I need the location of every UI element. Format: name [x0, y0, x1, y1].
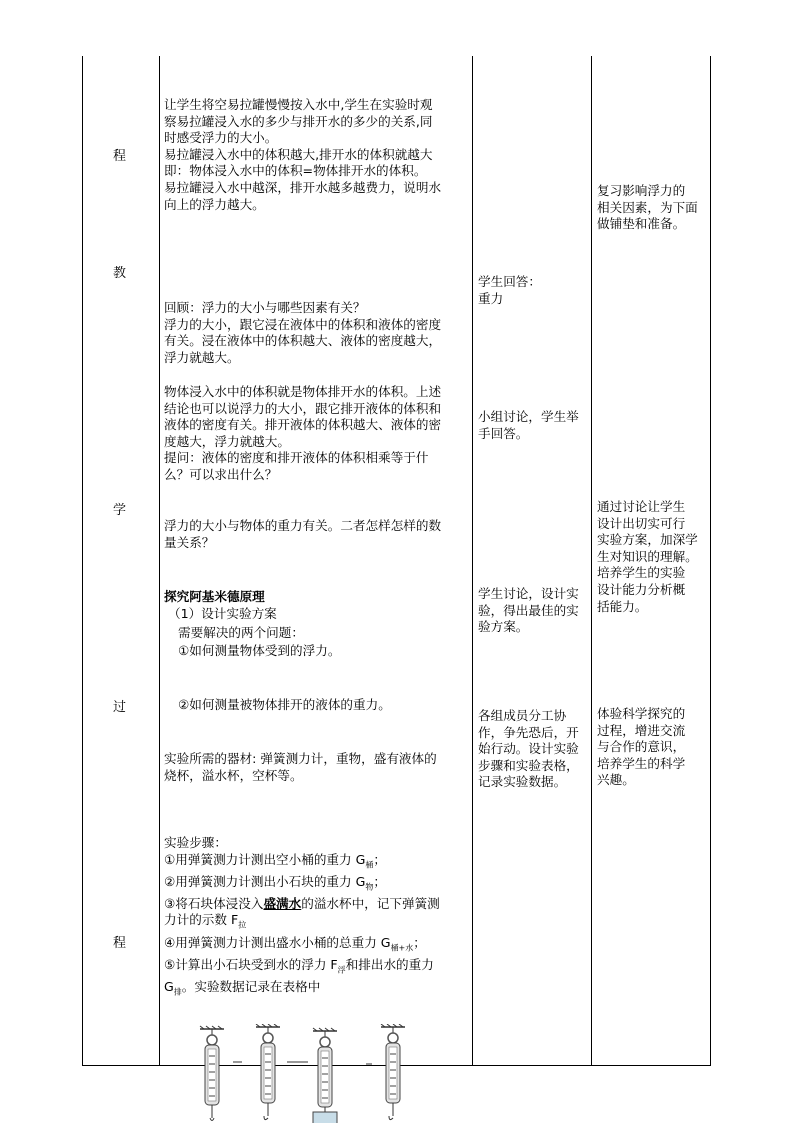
step-5-cont: $G_排$。实验数据记录在表格中: [164, 978, 321, 997]
table-divider-1: [159, 56, 160, 1065]
step-3: ③将石块体浸没入盛满水的溢水杯中，记下弹簧测: [164, 895, 440, 911]
spring-scale-3: [313, 1028, 337, 1123]
problem-1: ①如何测量物体受到的浮力。: [178, 643, 341, 658]
step-4: ④用弹簧测力计测出盛水小桶的总重力 $G_{桶+水}$；: [164, 934, 426, 953]
table-border-right: [710, 56, 711, 1065]
table-divider-2: [472, 56, 473, 1065]
intent-discussion: 通过讨论让学生 设计出切实可行 实验方案，加深学 生对知识的理解。 培养学生的实验 设计能力分析概 括能力。: [597, 499, 698, 614]
step-1: ①用弹簧测力计测出空小桶的重力 $G_桶$；: [164, 851, 386, 870]
step-3-cont: 力计的示数 $F_拉$: [164, 912, 247, 930]
steps-title: 实验步骤：: [164, 835, 227, 850]
stage-char-3: 学: [113, 503, 127, 518]
student-answer: 学生回答： 重力: [478, 274, 541, 306]
stage-char-1: 程: [113, 149, 127, 164]
group-discussion: 小组讨论，学生举 手回答。: [478, 409, 579, 441]
table-divider-3: [591, 56, 592, 1065]
group-cooperation: 各组成员分工协 作，争先恐后，开 始行动。设计实验 步骤和实验表格， 记录实验数据。: [478, 708, 579, 790]
conclusion-paragraph: 物体浸入水中的体积就是物体排开水的体积。上述 结论也可以说浮力的大小，跟它排开液体的体积和 液体的密度有关。排开液体的体积越大、液体的密 度越大，浮力就越大。 提问：液体的密度和排开液体的体积相乘等于什 么？可以求出什么？: [164, 384, 442, 482]
spring-scale-1: [200, 1026, 224, 1121]
two-problems-label: 需要解决的两个问题：: [178, 625, 304, 640]
steps-list: [164, 835, 470, 1001]
step-2: ②用弹簧测力计测出小石块的重力 $G_物$；: [164, 873, 386, 892]
gravity-question-paragraph: 浮力的大小与物体的重力有关。二者怎样怎样的数 量关系？: [164, 518, 442, 550]
problem-2: ②如何测量被物体排开的液体的重力。: [178, 697, 391, 712]
stage-char-2: 教: [113, 266, 127, 281]
section-heading: 探究阿基米德原理: [164, 589, 265, 604]
equipment-paragraph: 实验所需的器材: 弹簧测力计，重物，盛有液体的 烧杯，溢水杯，空杯等。: [164, 751, 437, 783]
table-border-left: [82, 56, 83, 1065]
step-5: ⑤计算出小石块受到水的浮力 $F_浮$和排出水的重力: [164, 956, 434, 975]
stage-char-4: 过: [113, 700, 127, 715]
review-paragraph: 回顾：浮力的大小与哪些因素有关？ 浮力的大小，跟它浸在液体中的体积和液体的密度 有关。浸在液体中的体积越大、液体的密度越大， 浮力就越大。: [164, 300, 442, 365]
design-subheading: （1）设计实验方案: [168, 606, 277, 621]
intent-review: 复习影响浮力的 相关因素，为下面 做铺垫和准备。: [597, 183, 698, 232]
student-design: 学生讨论，设计实 验，得出最佳的实 验方案。: [478, 586, 579, 635]
spring-scale-4: [381, 1024, 405, 1120]
stage-char-5: 程: [113, 936, 127, 951]
spring-scale-2: [256, 1024, 280, 1120]
intent-inquiry: 体验科学探究的 过程，增进交流 与合作的意识， 培养学生的科学 兴趣。: [597, 706, 686, 788]
spring-scale-illustration: [190, 1024, 430, 1123]
can-experiment-paragraph: 让学生将空易拉罐慢慢按入水中,学生在实验时观 察易拉罐浸入水的多少与排开水的多少的关系,同 时感受浮力的大小。 易拉罐浸入水中的体积越大,排开水的体积就越大 即：物体浸入水中的体积=物体排开水的体积。 易拉罐浸入水中越深，排开水越多越费力，说明水 向上的浮力越大。: [164, 97, 442, 212]
